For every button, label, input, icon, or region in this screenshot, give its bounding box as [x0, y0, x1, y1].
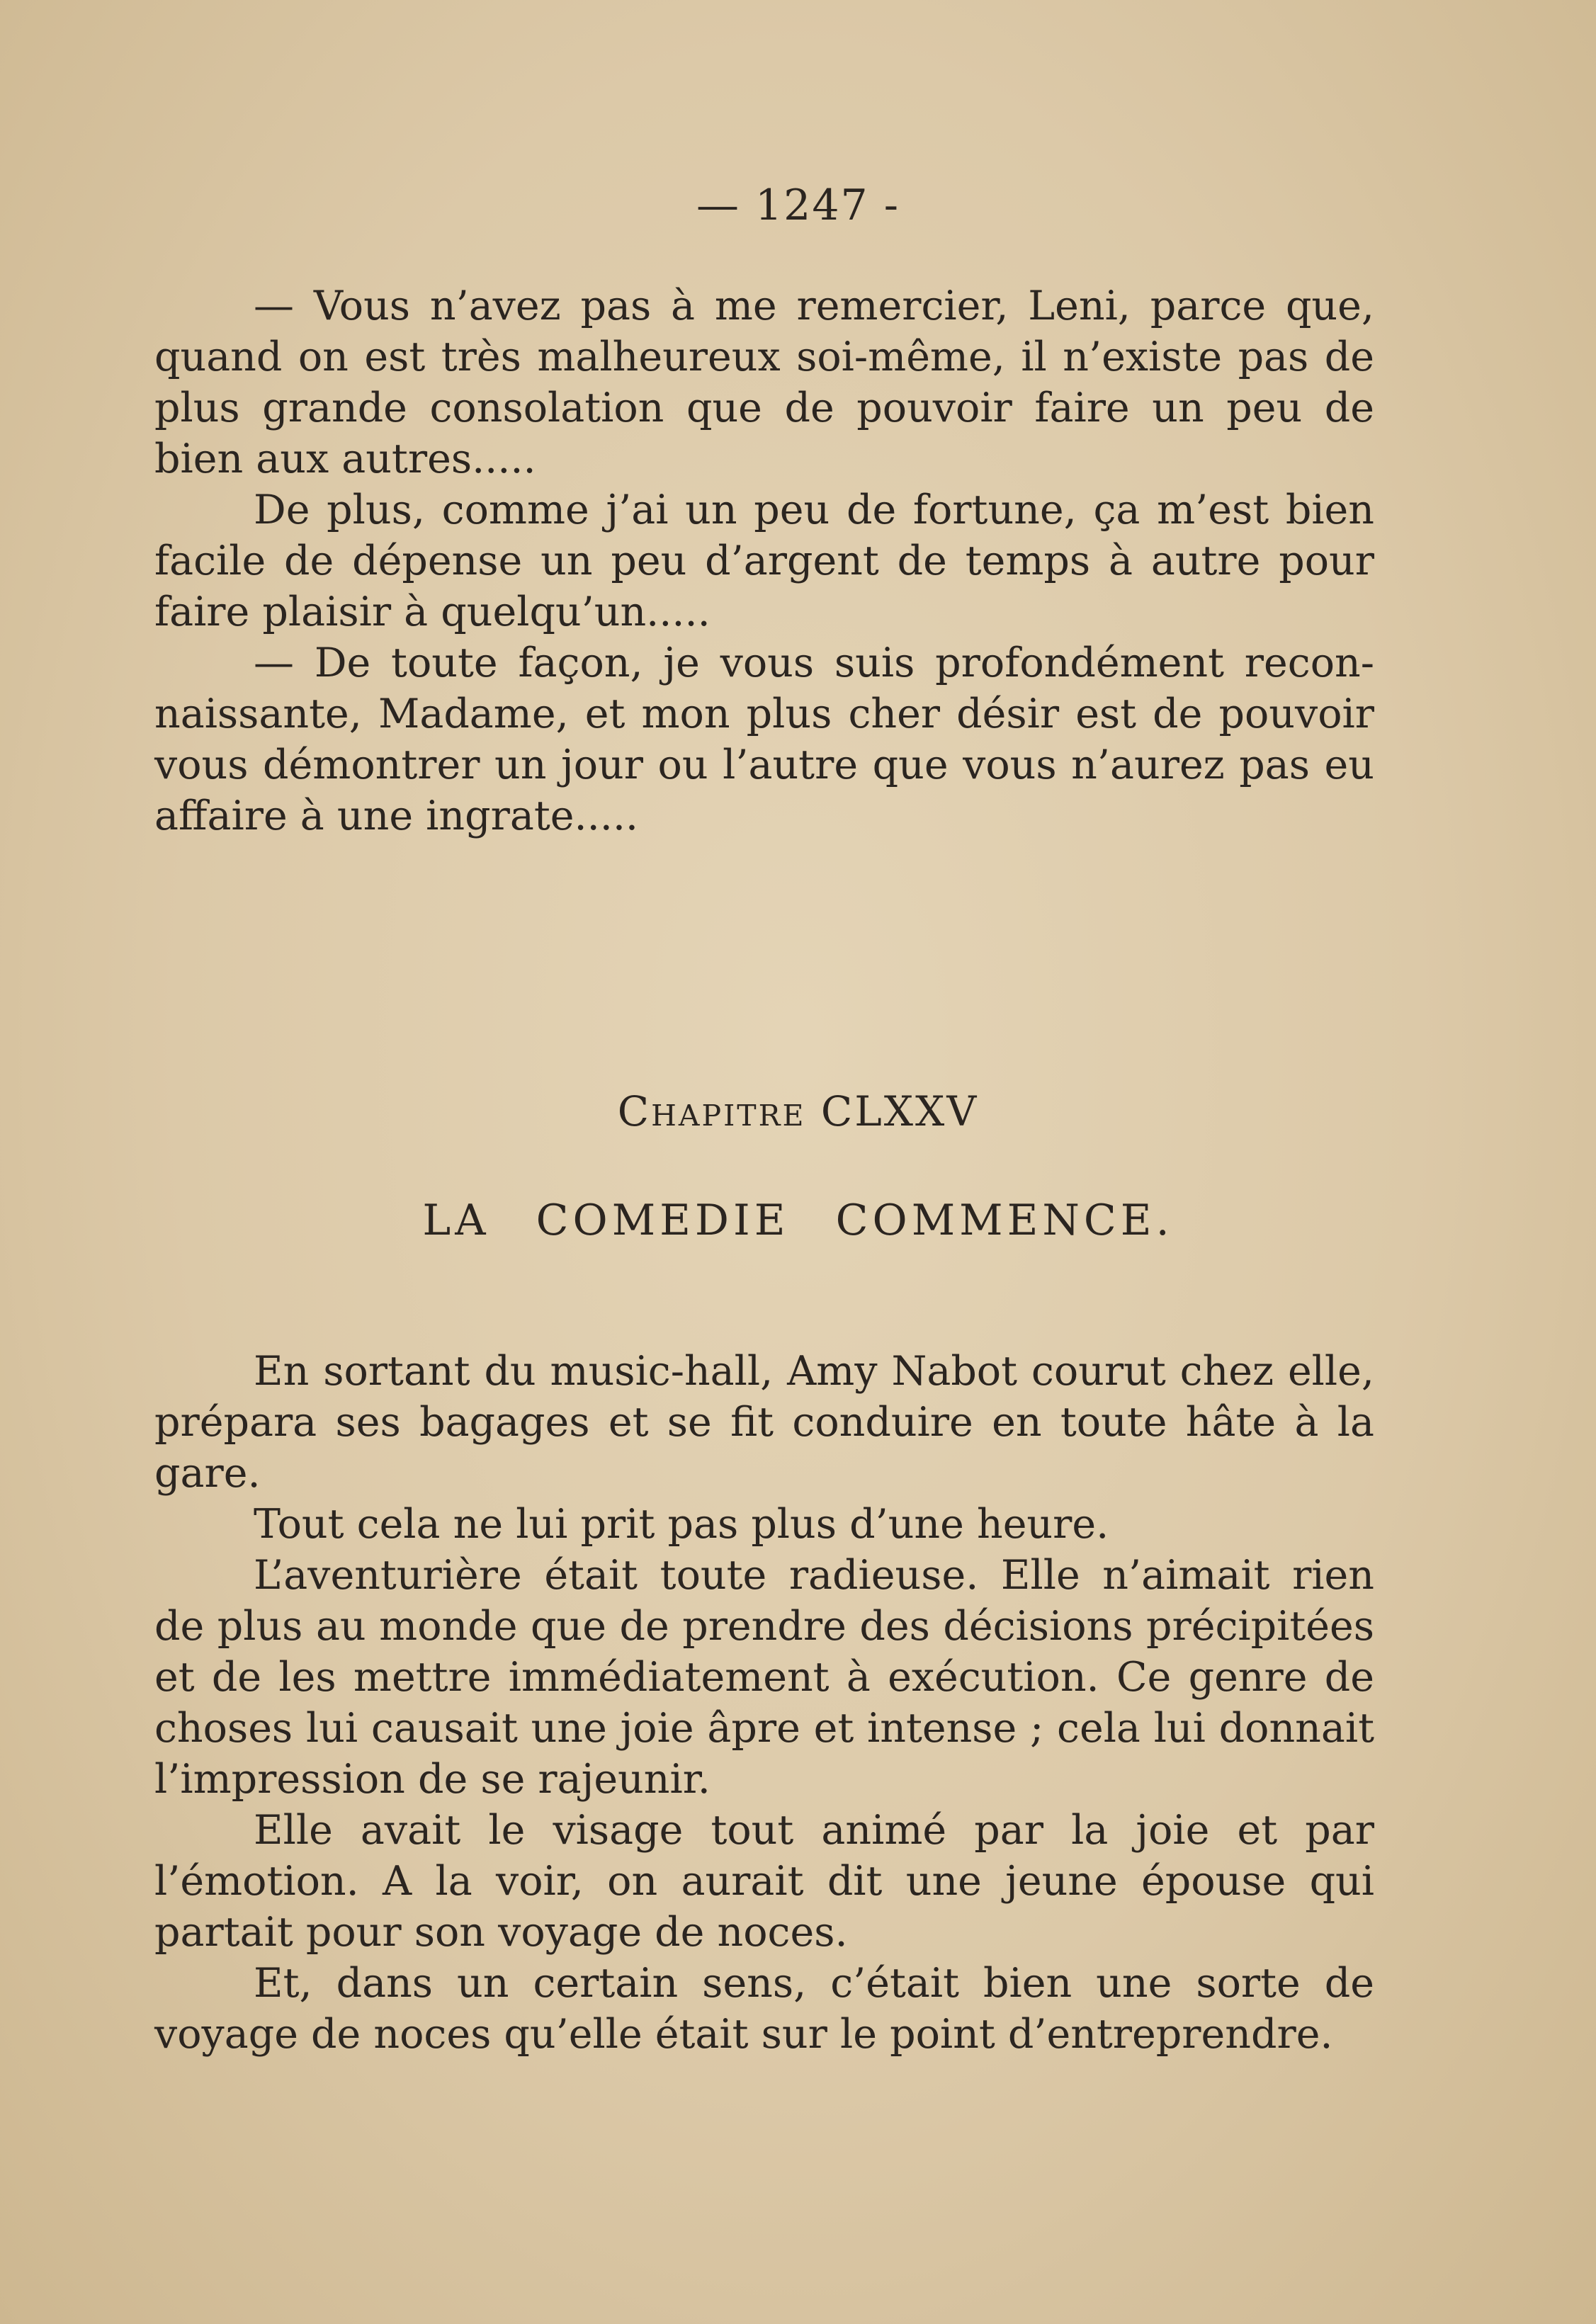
chapter-heading	[0, 1087, 1596, 1135]
previous-chapter-ending	[154, 280, 1374, 841]
paragraph: En sortant du music-hall, Amy Nabot courut chez elle, prépara ses bagages et se fit conduire en toute hâte à la gare.	[154, 1348, 1374, 1497]
paragraph: Et, dans un certain sens, c’était bien une sorte de voyage de noces qu’elle était sur le point d’entreprendre.	[154, 1960, 1374, 2058]
page-number: — 1247 -	[696, 181, 900, 230]
chapter-title: LA COMEDIE COMMENCE.	[422, 1196, 1174, 1245]
paragraph: — De toute façon, je vous suis profondément reconnaissante, Madame, et mon plus cher désir est de pouvoir vous démontrer un jour ou l’autre que vous n’aurez pas eu affaire à une ingrate.....	[154, 640, 1374, 839]
paragraph: — Vous n’avez pas à me remercier, Leni, parce que, quand on est très malheureux soi-même, il n’existe pas de plus grande consolation que de pouvoir faire un peu de bien aux autres.....	[154, 283, 1374, 482]
paragraph: De plus, comme j’ai un peu de fortune, ça m’est bien facile de dépense un peu d’argent de temps à autre pour faire plaisir à quelqu’un.....	[154, 487, 1374, 635]
chapter-number: CLXXV	[820, 1087, 979, 1135]
paragraph: Tout cela ne lui prit pas plus d’une heure.	[254, 1501, 1109, 1548]
paragraph: L’aventurière était toute radieuse. Elle n’aimait rien de plus au monde que de prendre des décisions précipitées et de les mettre immédiatement à exécution. Ce genre de choses lui causait une joie âpre et intense ; cela lui donnait l’impression de se rajeunir.	[154, 1552, 1374, 1803]
paragraph: Elle avait le visage tout animé par la joie et par l’émotion. A la voir, on aurait dit une jeune épouse qui partait pour son voyage de noces.	[154, 1807, 1374, 1956]
chapter-body	[154, 1346, 1374, 2060]
chapter-label-word: Chapitre	[617, 1087, 806, 1135]
